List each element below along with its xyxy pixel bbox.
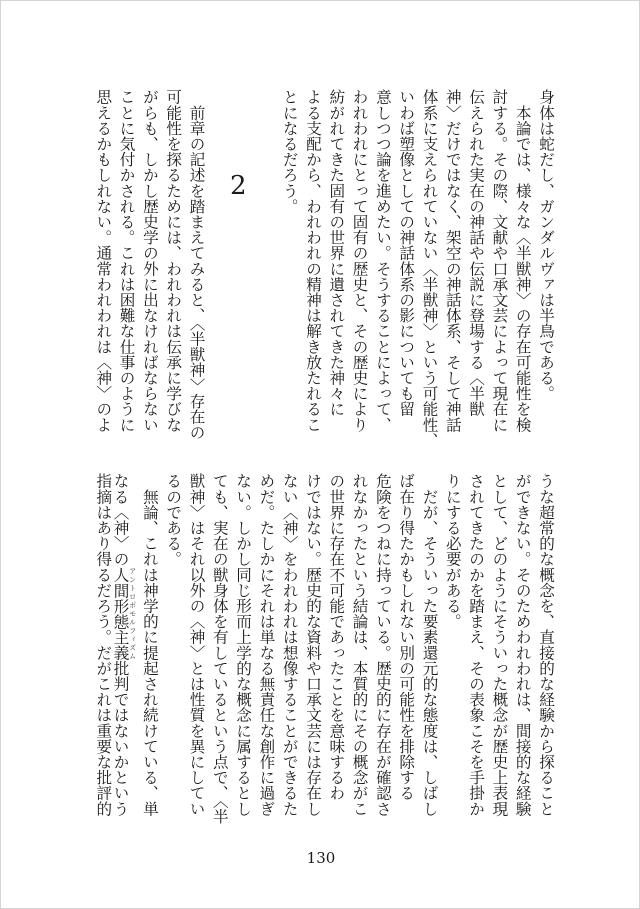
- text-column: 可能性を探るためには、われわれは伝承に学びな: [164, 89, 183, 433]
- text-column: よる支配から、われわれの精神は解き放たれるこ: [304, 89, 322, 433]
- text-column: 本論では、様々な〈半獣神〉の存在可能性を検: [513, 89, 532, 433]
- text-column: めだ。たしかにそれは単なる無責任な創作に過ぎ: [257, 473, 276, 817]
- text-column: 神〉だけではなく、架空の神話体系、そして神話: [443, 89, 462, 433]
- text-column: だが、そういった要素還元的な態度は、しばし: [420, 473, 439, 817]
- text-column: として、どのようにそういった概念が歴史上表現: [490, 473, 509, 817]
- section-heading: 2: [230, 171, 247, 201]
- text-column: 指摘はあり得るだろう。だがこれは重要な批評的: [94, 473, 113, 817]
- text-column: 無論、これは神学的に提起され続けている、単: [140, 473, 159, 817]
- text-column: ない〈神〉をわれわれは想像することができるた: [280, 473, 299, 817]
- text-column: るのである。: [164, 473, 183, 567]
- text-column: [111, 473, 137, 817]
- text-column: ば在り得たかもしれない別の可能性を排除する: [397, 473, 416, 801]
- text-column: 思えるかもしれない。通常われわれは〈神〉のよ: [94, 89, 113, 433]
- text-column: ても、実在の獣身体を有しているという点で、〈半: [210, 473, 229, 824]
- ruby-annotation: アントロポモルフィズム: [128, 566, 137, 661]
- text-column: いわば塑像としての神話体系の影についても留: [397, 89, 416, 417]
- text-column: の世界に存在不可能であったことを意味するわ: [327, 473, 346, 801]
- ruby-term: [111, 566, 137, 661]
- text-column: ことに気付かされる。これは困難な仕事のように: [117, 89, 136, 433]
- text-column: ない。しかし同じ形而上学的な概念に属するとし: [234, 473, 253, 817]
- text-column: 紡がれてきた固有の世界に遺されてきた神々に: [327, 89, 346, 417]
- page-number: 130: [306, 849, 336, 867]
- text-column: 身体は蛇だし、ガンダルヴァは半鳥である。: [537, 89, 555, 401]
- text-column: れなかったという結論は、本質的にその概念がこ: [350, 473, 369, 817]
- text-column: がらも、しかし歴史学の外に出なければならない: [140, 89, 159, 433]
- text-segment: なる〈神〉の: [111, 473, 130, 567]
- text-column: 意しつつ論を進めたい。そうすることによって、: [373, 89, 392, 433]
- text-column: うな超常的な概念を、直接的な経験から探ること: [537, 473, 555, 817]
- text-column: 危険をつねに持っている。歴史的に存在が確認さ: [373, 473, 392, 817]
- text-column: われわれにとって固有の歴史と、その歴史により: [350, 89, 369, 433]
- text-column: 体系に支えられていない〈半獣神〉という可能性、: [420, 89, 439, 448]
- text-column: されてきたのかを踏まえ、その表象こそを手掛か: [467, 473, 486, 817]
- text-column: ができない。そのためわれわれは、間接的な経験: [513, 473, 532, 817]
- text-column: けではない。歴史的な資料や口承文芸には存在し: [304, 473, 322, 817]
- text-column: とになるだろう。: [280, 89, 299, 214]
- text-column: 前章の記述を踏まえてみると、〈半獣神〉存在の: [187, 89, 206, 440]
- text-column: 獣神〉はそれ以外の〈神〉とは性質を異にしてい: [187, 473, 206, 817]
- text-column: りにする必要がある。: [443, 473, 462, 629]
- text-column: 討する。その際、文献や口承文芸によって現在に: [490, 89, 509, 433]
- ruby-base: 人間形態主義: [111, 566, 130, 661]
- text-segment: 批判ではないかという: [111, 660, 130, 817]
- text-column: 伝えられた実在の神話や伝説に登場する〈半獣: [467, 89, 486, 417]
